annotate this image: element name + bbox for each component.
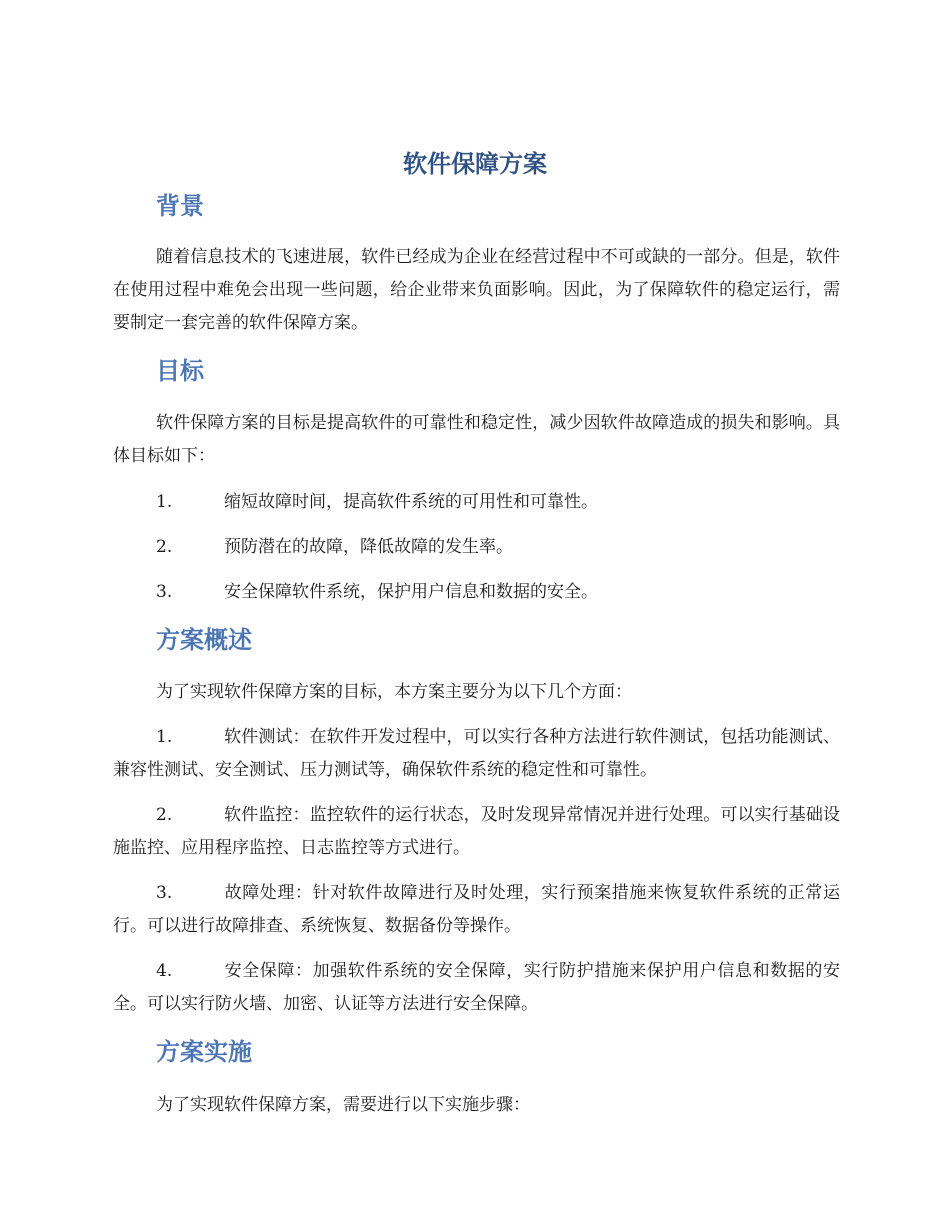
goals-paragraph: 软件保障方案的目标是提高软件的可靠性和稳定性，减少因软件故障造成的损失和影响。具体目标如下： — [113, 413, 840, 466]
list-text: 故障处理：针对软件故障进行及时处理，实行预案措施来恢复软件系统的正常运行。可以进行故障排查、系统恢复、数据备份等操作。 — [113, 883, 840, 936]
section-heading-goals: 目标 — [156, 357, 204, 385]
overview-list-item — [113, 721, 840, 787]
background-paragraph: 随着信息技术的飞速进展，软件已经成为企业在经营过程中不可或缺的一部分。但是，软件在使用过程中难免会出现一些问题，给企业带来负面影响。因此，为了保障软件的稳定运行，需要制定一套完善的软件保障方案。 — [113, 247, 840, 333]
list-number: 3. — [156, 883, 173, 903]
list-text: 预防潜在的故障，降低故障的发生率。 — [224, 537, 513, 557]
list-text: 安全保障：加强软件系统的安全保障，实行防护措施来保护用户信息和数据的安全。可以实行防火墙、加密、认证等方法进行安全保障。 — [113, 961, 840, 1014]
list-number: 2. — [156, 537, 173, 557]
implementation-paragraph: 为了实现软件保障方案，需要进行以下实施步骤： — [156, 1095, 530, 1115]
goals-list-item — [113, 486, 840, 519]
list-number: 1. — [156, 492, 173, 512]
overview-list-item — [113, 955, 840, 1021]
section-heading-background: 背景 — [156, 192, 204, 220]
list-number: 1. — [156, 727, 173, 747]
goals-list-item — [113, 576, 840, 609]
section-heading-implementation: 方案实施 — [156, 1038, 252, 1066]
list-text: 安全保障软件系统，保护用户信息和数据的安全。 — [224, 582, 598, 602]
list-number: 3. — [156, 582, 173, 602]
document-title: 软件保障方案 — [403, 150, 547, 178]
list-number: 4. — [156, 961, 173, 981]
overview-paragraph: 为了实现软件保障方案的目标，本方案主要分为以下几个方面： — [156, 682, 632, 702]
overview-list-item — [113, 877, 840, 943]
list-number: 2. — [156, 805, 173, 825]
goals-list-item — [113, 531, 840, 564]
section-heading-overview: 方案概述 — [156, 626, 252, 654]
list-text: 软件监控：监控软件的运行状态，及时发现异常情况并进行处理。可以实行基础设施监控、应用程序监控、日志监控等方式进行。 — [113, 805, 840, 858]
list-text: 软件测试：在软件开发过程中，可以实行各种方法进行软件测试，包括功能测试、兼容性测试、安全测试、压力测试等，确保软件系统的稳定性和可靠性。 — [113, 727, 840, 780]
list-text: 缩短故障时间，提高软件系统的可用性和可靠性。 — [224, 492, 598, 512]
overview-list-item — [113, 799, 840, 865]
